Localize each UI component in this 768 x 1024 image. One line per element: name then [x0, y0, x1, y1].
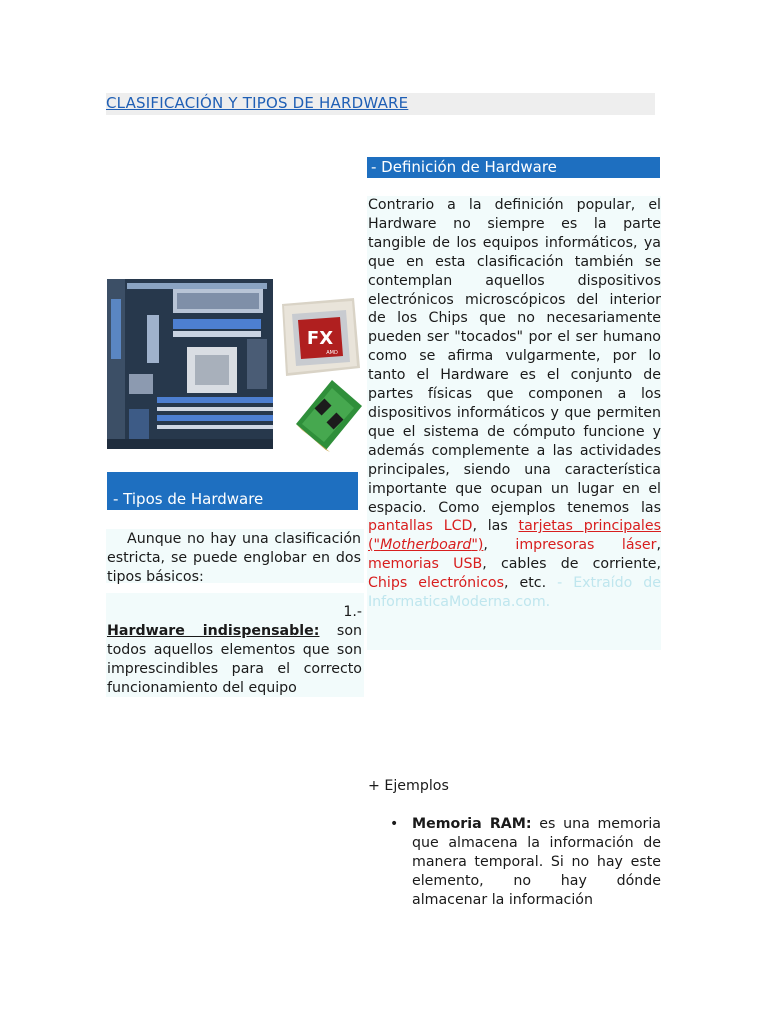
- svg-text:AMD: AMD: [326, 350, 338, 356]
- definicion-p2: las actividades principales, siendo una característica importante que ocupan un lugar en el espacio. Como ejemplos tenemos las: [368, 442, 662, 516]
- ejemplo-name: Memoria RAM:: [412, 816, 532, 832]
- link-impresoras-laser[interactable]: impresoras láser: [515, 537, 657, 554]
- link-pantallas-lcd[interactable]: pantallas LCD: [368, 518, 473, 535]
- sep-1: ,: [483, 537, 516, 554]
- tipos-intro-text: Aunque no hay una clasificación estricta, se puede englobar en dos tipos básicos:: [107, 531, 361, 585]
- link-chips-electronicos[interactable]: Chips electrónicos: [368, 575, 504, 592]
- definicion-heading: - Definición de Hardware: [367, 157, 660, 178]
- ejemplo-text: es una memoria que almacena la información de manera temporal. Si no hay este elemento, no hay dónde almacenar la información: [412, 816, 661, 908]
- tipos-p2-body: son todos aquellos elementos que son imprescindibles para el correcto funcionamiento del equipo: [107, 622, 362, 696]
- amd-fx-cpu-image: [276, 296, 362, 378]
- svg-text:FX: FX: [306, 328, 334, 349]
- tipos-heading: - Tipos de Hardware: [107, 472, 358, 510]
- sep-las: , las: [472, 518, 519, 535]
- tipos-hardware-indispensable-text: [107, 603, 362, 698]
- tipos-lead-number: 1.-: [343, 604, 362, 620]
- link-memorias-usb[interactable]: memorias USB: [368, 556, 483, 573]
- definicion-p1: Contrario a la definición popular, el Hardware no siempre es la parte tangible de los equipos informáticos, ya que en esta clasificación también se contemplan aquellos dispositivos electrónicos microscópicos del interior de los Chips que no necesariamente pueden ser "tocados" por el ser humano como se afirma vulgarmente, por lo tanto el Hardware es el conjunto de partes físicas que componen a los dispositivos informáticos y que permiten que el sistema de cómputo funcione y además complemente a: [368, 197, 661, 459]
- definicion-text: [368, 196, 661, 612]
- source-credit: - Extraído de InformaticaModerna.com.: [368, 575, 661, 611]
- sep-3: , cables de corriente,: [482, 556, 661, 573]
- ejemplos-list: [368, 815, 661, 910]
- sep-4: , etc.: [504, 575, 558, 592]
- ram-module-image: [292, 376, 364, 452]
- link-tarjetas-end: "): [471, 537, 484, 554]
- page-title-link[interactable]: CLASIFICACIÓN Y TIPOS DE HARDWARE: [106, 94, 409, 112]
- bullet-icon: •: [390, 816, 399, 832]
- tipos-lead: [107, 603, 362, 622]
- ejemplos-heading: + Ejemplos: [368, 778, 449, 794]
- sep-2: ,: [656, 537, 661, 554]
- hardware-indispensable-label: Hardware indispensable:: [107, 622, 320, 639]
- list-item: [368, 815, 661, 910]
- link-tarjetas-text: tarjetas principales (": [368, 518, 661, 554]
- motherboard-image: [107, 279, 273, 449]
- link-motherboard-text: Motherboard: [380, 537, 472, 554]
